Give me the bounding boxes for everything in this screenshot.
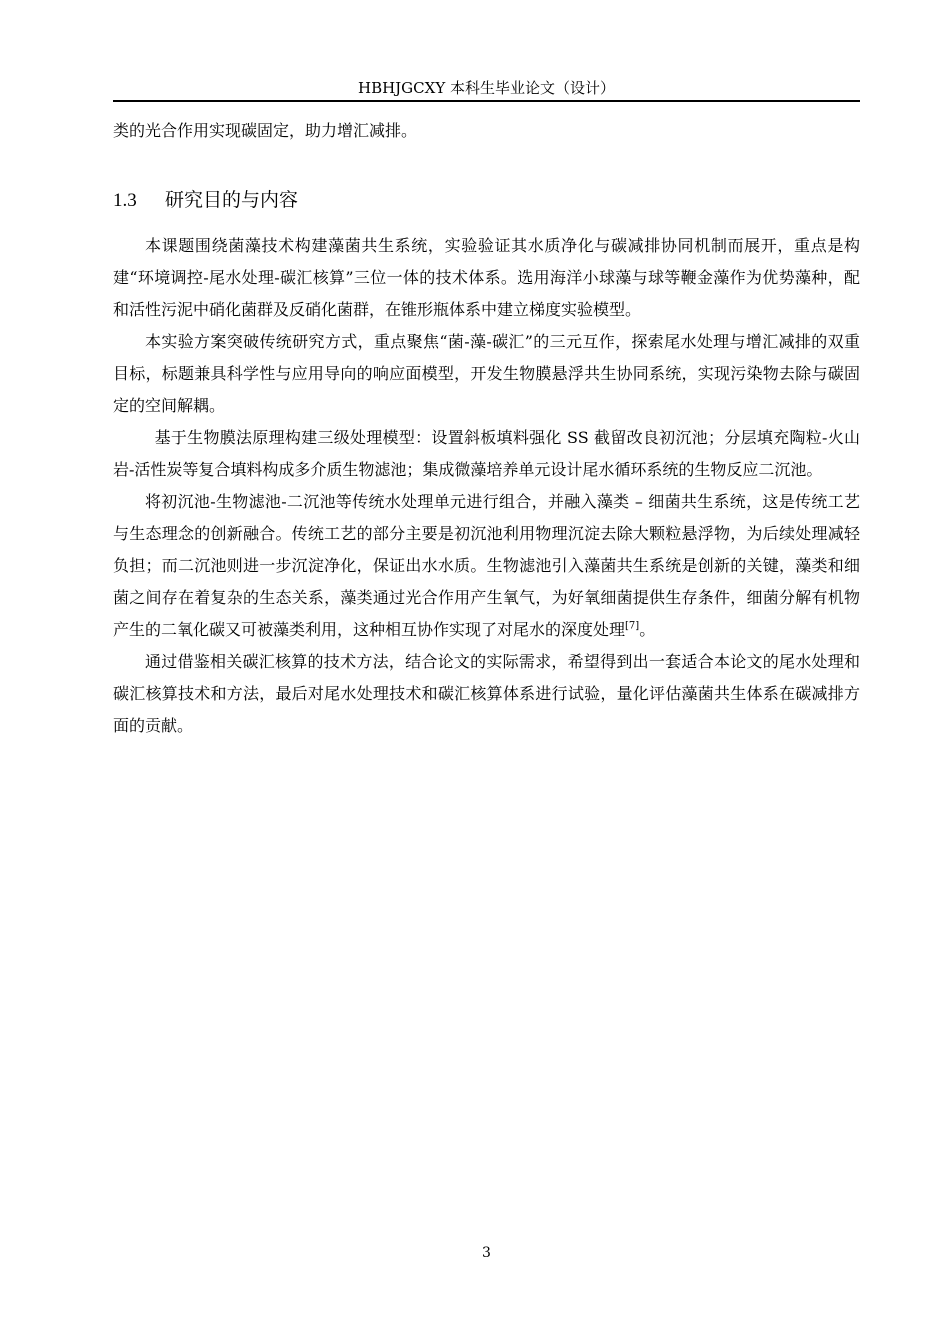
header-divider <box>113 100 860 102</box>
paragraph-5: 通过借鉴相关碳汇核算的技术方法，结合论文的实际需求，希望得到出一套适合本论文的尾水处理和碳汇核算技术和方法，最后对尾水处理技术和碳汇核算体系进行试验，量化评估藻菌共生体系在碳减排方面的贡献。 <box>113 652 860 735</box>
paragraph-3: 基于生物膜法原理构建三级处理模型：设置斜板填料强化 SS 截留改良初沉池；分层填充陶粒-火山岩-活性炭等复合填料构成多介质生物滤池；集成微藻培养单元设计尾水循环系统的生物反应二沉池。 <box>113 428 860 479</box>
body-text <box>113 230 860 742</box>
paragraph-4-text: 将初沉池-生物滤池-二沉池等传统水处理单元进行组合，并融入藻类 – 细菌共生系统，这是传统工艺与生态理念的创新融合。传统工艺的部分主要是初沉池利用物理沉淀去除大颗粒悬浮物，为后续处理减轻负担；而二沉池则进一步沉淀净化，保证出水水质。生物滤池引入藻菌共生系统是创新的关键，藻类和细菌之间存在着复杂的生态关系，藻类通过光合作用产生氧气，为好氧细菌提供生存条件，细菌分解有机物产生的二氧化碳又可被藻类利用，这种相互协作实现了对尾水的深度处理 <box>113 492 860 639</box>
section-number: 1.3 <box>113 190 137 211</box>
section-title: 研究目的与内容 <box>165 189 299 211</box>
section-heading <box>113 185 298 216</box>
paragraph-4-end: 。 <box>639 620 656 639</box>
page-number: 3 <box>482 1245 491 1261</box>
paragraph-4 <box>113 486 860 646</box>
lead-line: 类的光合作用实现碳固定，助力增汇减排。 <box>113 121 418 140</box>
paragraph-1: 本课题围绕菌藻技术构建藻菌共生系统，实验验证其水质净化与碳减排协同机制而展开，重点是构建“环境调控-尾水处理-碳汇核算”三位一体的技术体系。选用海洋小球藻与球等鞭金藻作为优势藻种，配和活性污泥中硝化菌群及反硝化菌群，在锥形瓶体系中建立梯度实验模型。 <box>113 236 860 319</box>
citation-mark: [7] <box>625 620 640 632</box>
page-header-title: HBHJGCXY 本科生毕业论文（设计） <box>357 79 615 97</box>
paragraph-2: 本实验方案突破传统研究方式，重点聚焦“菌-藻-碳汇”的三元互作，探索尾水处理与增汇减排的双重目标，标题兼具科学性与应用导向的响应面模型，开发生物膜悬浮共生协同系统，实现污染物去除与碳固定的空间解耦。 <box>113 332 860 415</box>
